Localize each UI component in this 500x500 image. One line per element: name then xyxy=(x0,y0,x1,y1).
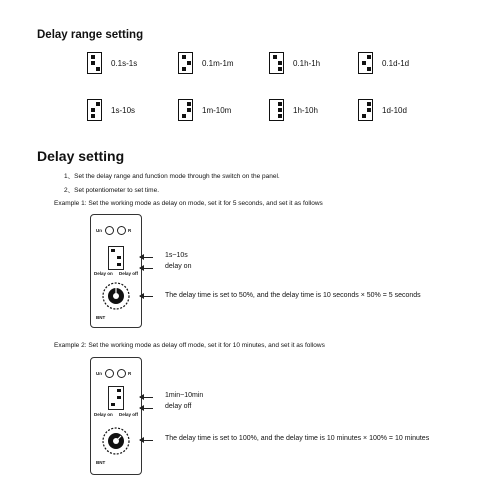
delay-setting-title: Delay setting xyxy=(37,148,125,164)
range-label: 1m-10m xyxy=(202,106,232,115)
annotation-time: The delay time is set to 100%, and the delay time is 10 minutes × 100% = 10 minutes xyxy=(165,435,430,442)
range-label: 1h-10h xyxy=(293,106,318,115)
led-label-r: R xyxy=(128,228,132,233)
brand-label: BNT xyxy=(96,460,106,465)
dip-switch-icon xyxy=(108,386,124,410)
annotation-range: 1s~10s xyxy=(165,252,188,259)
mode-label-off: Delay off xyxy=(119,271,139,276)
delay-range-title: Delay range setting xyxy=(37,29,144,41)
arrow-icon xyxy=(140,268,153,269)
range-label: 0.1s-1s xyxy=(111,59,138,68)
relay-led-icon xyxy=(117,226,126,235)
range-label: 0.1m-1m xyxy=(202,59,234,68)
range-option-3 xyxy=(358,52,468,74)
relay-led-icon xyxy=(117,369,126,378)
relay-device-2 xyxy=(90,357,142,475)
annotation-range: 1min~10min xyxy=(165,392,204,399)
annotation-mode: delay off xyxy=(165,403,192,410)
dip-switch-icon xyxy=(108,246,124,270)
dip-switch-icon xyxy=(87,99,102,121)
annotation-time: The delay time is set to 50%, and the delay time is 10 seconds × 50% = 5 seconds xyxy=(165,292,421,299)
arrow-icon xyxy=(140,257,153,258)
step-2: 2、Set potentiometer to set time. xyxy=(64,187,160,194)
dip-switch-icon xyxy=(178,52,193,74)
led-label-un: Un xyxy=(96,371,102,376)
arrow-icon xyxy=(140,397,153,398)
range-label: 1d-10d xyxy=(382,106,407,115)
annotation-mode: delay on xyxy=(165,263,192,270)
step-1: 1、Set the delay range and function mode through the switch on the panel. xyxy=(64,173,280,180)
potentiometer-knob-icon xyxy=(101,426,131,456)
dip-switch-icon xyxy=(269,99,284,121)
dip-switch-icon xyxy=(178,99,193,121)
dip-switch-icon xyxy=(358,52,373,74)
led-label-un: Un xyxy=(96,228,102,233)
potentiometer-knob-icon xyxy=(101,281,131,311)
range-label: 1s-10s xyxy=(111,106,136,115)
mode-label-on: Delay on xyxy=(94,271,113,276)
power-led-icon xyxy=(105,226,114,235)
led-label-r: R xyxy=(128,371,132,376)
relay-device-1 xyxy=(90,214,142,328)
range-label: 0.1d-1d xyxy=(382,59,410,68)
dip-switch-icon xyxy=(358,99,373,121)
arrow-icon xyxy=(140,440,153,441)
range-option-7 xyxy=(358,99,468,121)
mode-label-off: Delay off xyxy=(119,412,139,417)
mode-label-on: Delay on xyxy=(94,412,113,417)
arrow-icon xyxy=(140,408,153,409)
arrow-icon xyxy=(140,296,153,297)
dip-switch-icon xyxy=(269,52,284,74)
power-led-icon xyxy=(105,369,114,378)
example-2-heading: Example 2: Set the working mode as delay off mode, set it for 10 minutes, and set it as follows xyxy=(54,342,325,349)
dip-switch-icon xyxy=(87,52,102,74)
range-label: 0.1h-1h xyxy=(293,59,321,68)
example-1-heading: Example 1: Set the working mode as delay on mode, set it for 5 seconds, and set it as follows xyxy=(54,200,323,207)
brand-label: BNT xyxy=(96,315,106,320)
